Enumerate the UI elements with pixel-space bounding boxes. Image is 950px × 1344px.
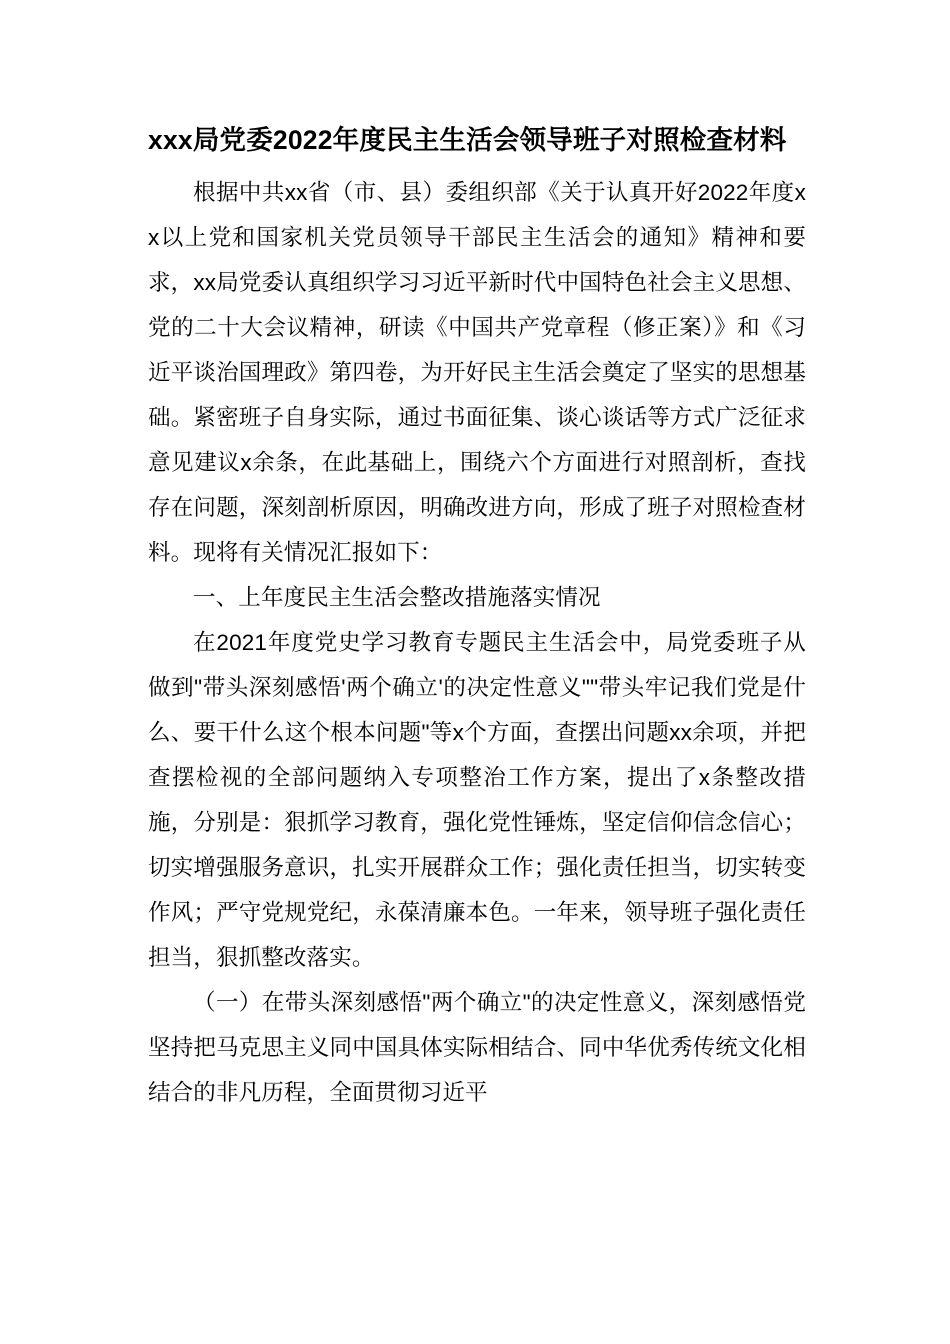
document-text-body [148, 118, 806, 1115]
paragraph-subsection-one: （一）在带头深刻感悟"两个确立"的决定性意义，深刻感悟党坚持把马克思主义同中国具体实际相结合、同中华优秀传统文化相结合的非凡历程，全面贯彻习近平 [148, 990, 806, 1105]
paragraph-section-one-body: 在2021年度党史学习教育专题民主生活会中，局党委班子从做到"带头深刻感悟'两个确立'的决定性意义""带头牢记我们党是什么、要干什么这个根本问题"等x个方面，查摆出问题xx余项，并把查摆检视的全部问题纳入专项整治工作方案，提出了x条整改措施，分别是：狠抓学习教育，强化党性锤炼，坚定信仰信念信心；切实增强服务意识，扎实开展群众工作；强化责任担当，切实转变作风；严守党规党纪，永葆清廉本色。一年来，领导班子强化责任担当，狠抓整改落实。 [148, 630, 806, 970]
section-heading-one: 一、上年度民主生活会整改措施落实情况 [193, 585, 601, 610]
paragraph-intro: 根据中共xx省（市、县）委组织部《关于认真开好2022年度xx以上党和国家机关党员领导干部民主生活会的通知》精神和要求，xx局党委认真组织学习习近平新时代中国特色社会主义思想、党的二十大会议精神，研读《中国共产党章程（修正案）》和《习近平谈治国理政》第四卷，为开好民主生活会奠定了坚实的思想基础。紧密班子自身实际，通过书面征集、谈心谈话等方式广泛征求意见建议x余条，在此基础上，围绕六个方面进行对照剖析，查找存在问题，深刻剖析原因，明确改进方向，形成了班子对照检查材料。现将有关情况汇报如下： [148, 180, 806, 565]
page-title: xxx局党委2022年度民主生活会领导班子对照检查材料 [148, 125, 787, 155]
